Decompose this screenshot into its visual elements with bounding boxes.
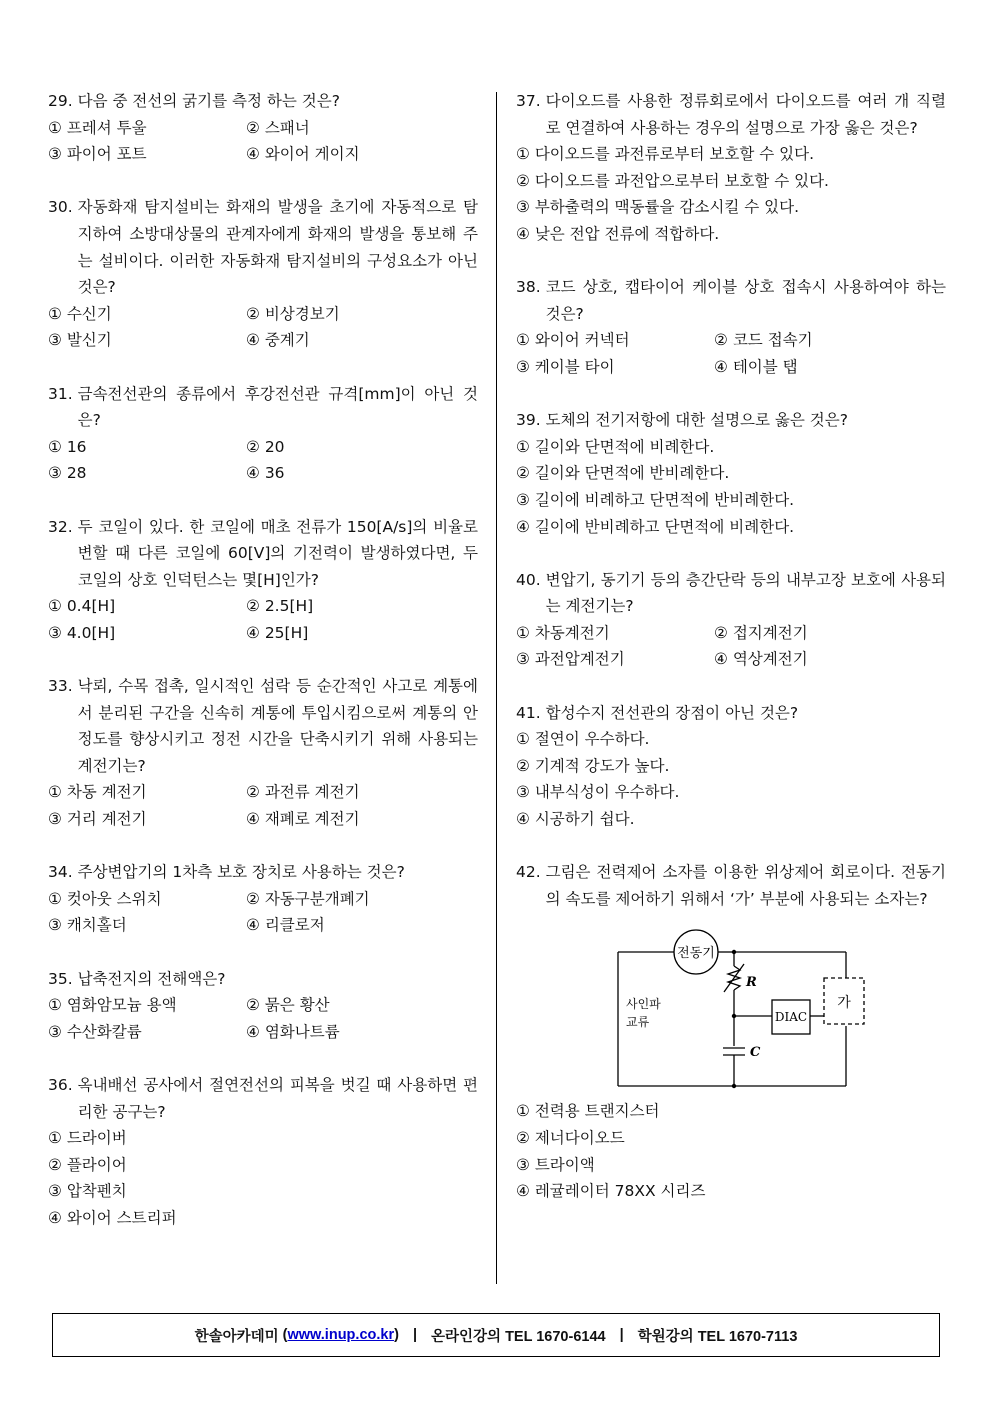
question-stem: [48, 673, 478, 779]
question-text: 도체의 전기저항에 대한 설명으로 옳은 것은?: [545, 411, 848, 430]
answer-option[interactable]: ③ 캐치홀더: [48, 916, 127, 935]
question-number: 41.: [516, 703, 541, 722]
answer-option[interactable]: ④ 시공하기 쉽다.: [516, 810, 635, 829]
question-number: 36.: [48, 1075, 73, 1094]
answer-option[interactable]: ④ 25[H]: [246, 623, 309, 642]
answer-option[interactable]: ① 절연이 우수하다.: [516, 730, 650, 749]
question-text: 두 코일이 있다. 한 코일에 매초 전류가 150[A/s]의 비율로 변할 때 다른 코일에 60[V]의 기전력이 발생하였다면, 두 코일의 상호 인덕턴스는 몇[H]인가?: [77, 517, 478, 589]
motor-label: 전동기: [677, 946, 715, 962]
source-label-2: 교류: [626, 1015, 650, 1030]
ga-label: 가: [837, 995, 851, 1012]
right-column: [516, 88, 946, 1231]
answer-option[interactable]: ③ 길이에 비례하고 단면적에 반비례한다.: [516, 490, 795, 509]
answer-option[interactable]: ① 수신기: [48, 304, 112, 323]
answer-option[interactable]: ① 다이오드를 과전류로부터 보호할 수 있다.: [516, 145, 814, 164]
answer-option[interactable]: ③ 수산화칼륨: [48, 1022, 142, 1041]
question-32: [48, 514, 478, 647]
question-number: 39.: [516, 411, 541, 430]
question-text: 변압기, 동기기 등의 층간단락 등의 내부고장 보호에 사용되는 계전기는?: [545, 570, 946, 616]
question-text: 옥내배선 공사에서 절연전선의 피복을 벗길 때 사용하면 편리한 공구는?: [77, 1075, 478, 1121]
question-37: [516, 88, 946, 248]
answer-option[interactable]: ① 드라이버: [48, 1129, 127, 1148]
answer-option[interactable]: ① 프레셔 투울: [48, 118, 147, 137]
answer-option[interactable]: ② 2.5[H]: [246, 597, 314, 616]
answer-options: [516, 1098, 946, 1204]
footer-academy: 한솔아카데미: [194, 1328, 279, 1345]
left-column: [48, 88, 478, 1258]
answer-option[interactable]: ② 과전류 계전기: [246, 783, 360, 802]
question-31: [48, 381, 478, 487]
question-text: 그림은 전력제어 소자를 이용한 위상제어 회로이다. 전동기의 속도를 제어하기 위해서 ‘가’ 부분에 사용되는 소자는?: [545, 863, 946, 908]
answer-option[interactable]: ④ 역상계전기: [714, 650, 808, 669]
question-text: 다이오드를 사용한 정류회로에서 다이오드를 여러 개 직렬로 연결하여 사용하는 경우의 설명으로 가장 옳은 것은?: [545, 92, 946, 137]
answer-option[interactable]: ① 컷아웃 스위치: [48, 889, 162, 908]
answer-option[interactable]: ③ 과전압계전기: [516, 650, 625, 669]
answer-option[interactable]: ③ 내부식성이 우수하다.: [516, 783, 680, 802]
question-stem: [48, 381, 478, 434]
question-text: 납축전지의 전해액은?: [77, 969, 226, 988]
phase-control-circuit-figure: [606, 920, 866, 1090]
answer-options: [48, 1125, 478, 1231]
question-number: 33.: [48, 677, 73, 696]
answer-options: [516, 620, 946, 673]
question-stem: [48, 514, 478, 594]
footer-separator-1: |: [412, 1327, 418, 1343]
answer-option[interactable]: ① 길이와 단면적에 비례한다.: [516, 437, 715, 456]
question-34: [48, 859, 478, 939]
answer-option[interactable]: ④ 낮은 전압 전류에 적합하다.: [516, 224, 720, 243]
answer-option[interactable]: ② 기계적 강도가 높다.: [516, 756, 670, 775]
answer-option[interactable]: ② 자동구분개폐기: [246, 889, 370, 908]
question-35: [48, 966, 478, 1046]
answer-option[interactable]: ② 묽은 황산: [246, 996, 330, 1015]
resistor-label: R: [746, 975, 757, 991]
question-text: 금속전선관의 종류에서 후강전선관 규격[mm]이 아닌 것은?: [77, 384, 478, 430]
question-41: [516, 700, 946, 833]
answer-options: [48, 301, 478, 354]
answer-options: [516, 434, 946, 540]
question-36: [48, 1072, 478, 1232]
answer-option[interactable]: ① 와이어 커넥터: [516, 331, 630, 350]
answer-option[interactable]: ③ 발신기: [48, 331, 112, 350]
question-number: 42.: [516, 863, 541, 882]
answer-options: [48, 886, 478, 939]
answer-option[interactable]: ④ 와이어 스트리퍼: [48, 1208, 177, 1227]
answer-option[interactable]: ③ 압착펜치: [48, 1182, 127, 1201]
question-number: 37.: [516, 92, 541, 110]
question-text: 코드 상호, 캡타이어 케이블 상호 접속시 사용하여야 하는 것은?: [545, 278, 946, 323]
answer-option[interactable]: ④ 중계기: [246, 331, 310, 350]
question-29: [48, 88, 478, 168]
answer-option[interactable]: ③ 거리 계전기: [48, 810, 147, 829]
answer-option[interactable]: ② 다이오드를 과전압으로부터 보호할 수 있다.: [516, 171, 829, 190]
footer-offline-tel: 학원강의 TEL 1670-7113: [637, 1328, 798, 1345]
answer-options: [48, 115, 478, 168]
question-stem: [516, 88, 946, 141]
answer-option[interactable]: ③ 28: [48, 464, 87, 483]
answer-options: [516, 327, 946, 380]
question-text: 주상변압기의 1차측 보호 장치로 사용하는 것은?: [77, 863, 405, 882]
answer-option[interactable]: ① 차동 계전기: [48, 783, 147, 802]
question-stem: [516, 700, 946, 727]
answer-options: [48, 434, 478, 487]
question-number: 38.: [516, 278, 541, 297]
question-42: [516, 859, 946, 1205]
question-number: 32.: [48, 517, 73, 536]
answer-option[interactable]: ③ 부하출력의 맥동률을 감소시킬 수 있다.: [516, 198, 800, 217]
question-stem: [48, 1072, 478, 1125]
question-30: [48, 194, 478, 354]
question-stem: [48, 966, 478, 993]
answer-options: [516, 726, 946, 832]
answer-option[interactable]: ① 0.4[H]: [48, 597, 116, 616]
answer-option[interactable]: ③ 4.0[H]: [48, 623, 116, 642]
answer-option[interactable]: ② 비상경보기: [246, 304, 340, 323]
answer-option[interactable]: ④ 길이에 반비례하고 단면적에 비례한다.: [516, 517, 795, 536]
question-stem: [48, 194, 478, 300]
answer-options: [48, 992, 478, 1045]
question-38: [516, 274, 946, 380]
answer-option[interactable]: ② 스패너: [246, 118, 310, 137]
answer-option[interactable]: ② 코드 접속기: [714, 331, 813, 350]
column-divider: [496, 92, 497, 1284]
question-33: [48, 673, 478, 833]
footer-separator-2: |: [619, 1327, 624, 1343]
question-39: [516, 407, 946, 540]
answer-option[interactable]: ④ 와이어 게이지: [246, 145, 360, 164]
question-number: 29.: [48, 92, 73, 110]
question-text: 합성수지 전선관의 장점이 아닌 것은?: [545, 703, 799, 722]
answer-option[interactable]: ④ 36: [246, 464, 285, 483]
answer-option[interactable]: ④ 테이블 탭: [714, 357, 798, 376]
answer-option[interactable]: ③ 파이어 포트: [48, 145, 147, 164]
question-text: 자동화재 탐지설비는 화재의 발생을 초기에 자동적으로 탐지하여 소방대상물의 관계자에게 화재의 발생을 통보해 주는 설비이다. 이러한 자동화재 탐지설비의 구성요소가 아닌 것은?: [77, 198, 478, 297]
question-text: 다음 중 전선의 굵기를 측정 하는 것은?: [77, 92, 340, 110]
source-label-1: 사인파: [626, 997, 661, 1012]
question-stem: [516, 274, 946, 327]
answer-option[interactable]: ② 20: [246, 437, 285, 456]
answer-option[interactable]: ④ 재폐로 계전기: [246, 810, 360, 829]
answer-option[interactable]: ② 제너다이오드: [516, 1129, 625, 1147]
answer-options: [516, 141, 946, 247]
answer-option[interactable]: ① 차동계전기: [516, 623, 610, 642]
answer-option[interactable]: ④ 레귤레이터 78XX 시리즈: [516, 1182, 706, 1201]
answer-option[interactable]: ③ 케이블 타이: [516, 357, 615, 376]
answer-option[interactable]: ① 염화암모늄 용액: [48, 996, 177, 1015]
answer-option[interactable]: ② 접지계전기: [714, 623, 808, 642]
diac-label: DIAC: [774, 1010, 808, 1025]
question-number: 35.: [48, 969, 73, 988]
capacitor-label: C: [750, 1045, 761, 1061]
question-number: 30.: [48, 198, 73, 217]
footer-url-link[interactable]: www.inup.co.kr: [287, 1327, 395, 1343]
footer-online-tel: 온라인강의 TEL 1670-6144: [431, 1328, 606, 1345]
answer-option[interactable]: ③ 트라이액: [516, 1155, 595, 1174]
question-stem: [48, 88, 478, 115]
question-stem: [48, 859, 478, 886]
answer-option[interactable]: ② 길이와 단면적에 반비례한다.: [516, 464, 730, 483]
question-number: 31.: [48, 384, 73, 403]
question-number: 34.: [48, 863, 73, 882]
question-stem: [516, 567, 946, 620]
footer-banner: 한솔아카데미 (www.inup.co.kr) | 온라인강의 TEL 1670-6144 | 학원강의 TEL 1670-7113: [52, 1313, 940, 1357]
answer-option[interactable]: ① 전력용 트랜지스터: [516, 1102, 660, 1121]
answer-option[interactable]: ② 플라이어: [48, 1155, 127, 1174]
answer-option[interactable]: ① 16: [48, 437, 87, 456]
answer-option[interactable]: ④ 염화나트륨: [246, 1022, 340, 1041]
answer-options: [48, 779, 478, 832]
question-number: 40.: [516, 570, 541, 589]
question-text: 낙뢰, 수목 접촉, 일시적인 섬락 등 순간적인 사고로 계통에서 분리된 구간을 신속히 계통에 투입시킴으로써 계통의 안정도를 향상시키고 정전 시간을 단축시키기 위해 사용되는 계전기는?: [77, 677, 478, 775]
question-40: [516, 567, 946, 673]
question-stem: [516, 859, 946, 912]
answer-options: [48, 593, 478, 646]
question-stem: [516, 407, 946, 434]
answer-option[interactable]: ④ 리클로저: [246, 916, 325, 935]
